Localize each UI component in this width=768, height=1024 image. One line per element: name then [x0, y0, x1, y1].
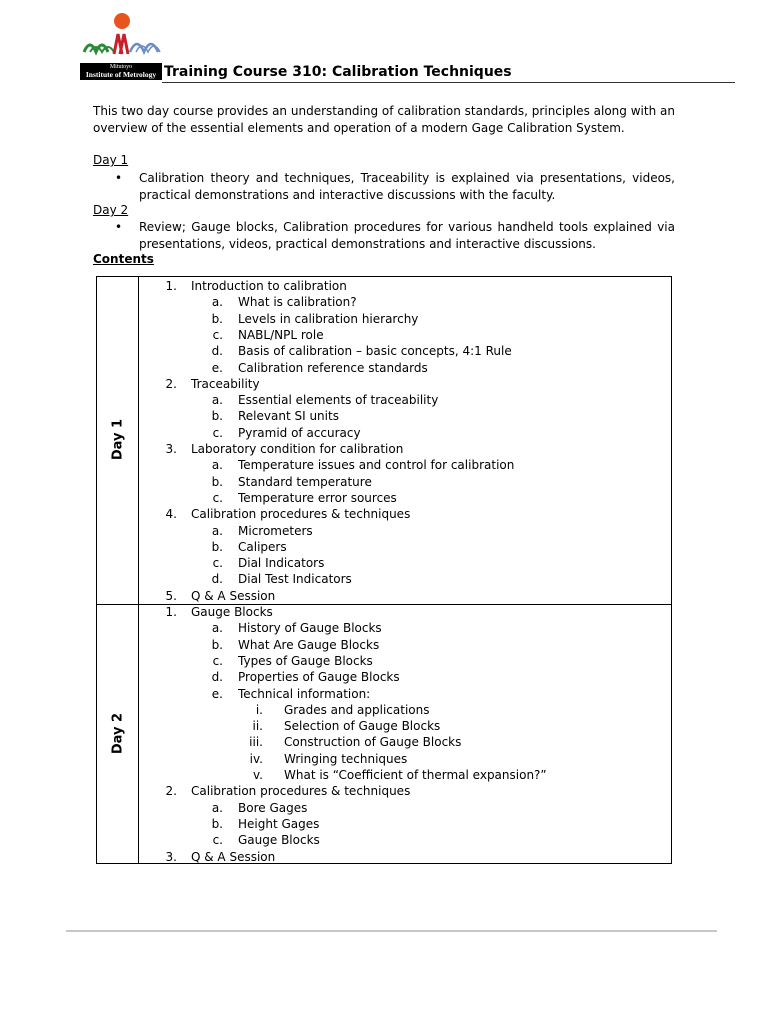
- outline-text: Q & A Session: [191, 849, 276, 864]
- page-title: Training Course 310: Calibration Techniques: [164, 64, 512, 80]
- contents-heading: Contents: [93, 252, 154, 266]
- outline-text: Calibration procedures & techniques: [191, 784, 411, 799]
- outline-number: 1.: [165, 605, 177, 619]
- outline-number: c.: [212, 490, 223, 505]
- outline-number: 1.: [165, 279, 177, 293]
- outline-text: Temperature error sources: [238, 490, 397, 505]
- bullet-icon: •: [115, 171, 123, 185]
- outline-number: e.: [211, 686, 223, 701]
- logo-institute: Institute of Metrology: [85, 70, 157, 79]
- contents-table: [96, 276, 672, 864]
- outline-number: c.: [212, 425, 223, 440]
- outline-number: a.: [211, 295, 223, 310]
- outline-number: iv.: [249, 751, 263, 766]
- outline-text: What is “Coefficient of thermal expansion?”: [284, 768, 547, 782]
- outline-number: b.: [211, 311, 223, 326]
- outline-number: 4.: [165, 507, 177, 522]
- outline-number: a.: [211, 621, 223, 636]
- outline-number: b.: [211, 539, 223, 554]
- outline-text: Bore Gages: [238, 800, 308, 815]
- day2-heading: Day 2: [93, 203, 129, 217]
- outline-text: Selection of Gauge Blocks: [284, 719, 441, 734]
- outline-text: History of Gauge Blocks: [238, 621, 382, 636]
- outline-number: 3.: [165, 442, 177, 456]
- outline-text: Essential elements of traceability: [238, 393, 439, 408]
- outline-number: 5.: [165, 588, 177, 603]
- outline-text: Temperature issues and control for calibration: [238, 458, 515, 473]
- outline-number: b.: [211, 409, 223, 424]
- outline-text: Dial Test Indicators: [238, 572, 352, 587]
- outline-number: d.: [211, 572, 223, 587]
- header-rule: [162, 82, 735, 83]
- outline-number: e.: [211, 360, 223, 375]
- outline-number: ii.: [252, 719, 263, 734]
- logo-band: [80, 63, 162, 80]
- outline-number: c.: [212, 556, 223, 571]
- outline-number: d.: [211, 670, 223, 685]
- bullet-icon: •: [115, 220, 123, 234]
- table-column-divider: [138, 277, 139, 863]
- outline-text: Laboratory condition for calibration: [191, 442, 404, 456]
- outline-text: Levels in calibration hierarchy: [238, 311, 419, 326]
- day2-row-label: Day 2: [110, 712, 126, 755]
- outline-text: Standard temperature: [238, 474, 372, 489]
- outline-text: Technical information:: [238, 686, 371, 701]
- outline-text: Introduction to calibration: [191, 279, 347, 293]
- outline-text: Calibration reference standards: [238, 360, 428, 375]
- outline-text: Basis of calibration – basic concepts, 4:1 Rule: [238, 344, 512, 359]
- outline-text: Pyramid of accuracy: [238, 425, 361, 440]
- outline-text: Types of Gauge Blocks: [238, 653, 373, 668]
- outline-number: iii.: [249, 735, 263, 750]
- outline-number: b.: [211, 637, 223, 652]
- footer-rule: [66, 930, 717, 932]
- outline-number: i.: [255, 702, 263, 717]
- outline-number: c.: [212, 833, 223, 848]
- outline-text: What Are Gauge Blocks: [238, 637, 380, 652]
- day1-heading: Day 1: [93, 153, 129, 167]
- outline-number: c.: [212, 327, 223, 342]
- outline-number: 3.: [165, 849, 177, 864]
- outline-number: a.: [211, 523, 223, 538]
- outline-text: Micrometers: [238, 523, 313, 538]
- outline-number: 2.: [165, 784, 177, 799]
- outline-text: Wringing techniques: [284, 751, 408, 766]
- day2-bullet-text: Review; Gauge blocks, Calibration procedures for various handheld tools explained via presentations, videos, practical demonstrations and interactive discussions.: [139, 220, 675, 251]
- outline-number: b.: [211, 474, 223, 489]
- outline-number: 2.: [165, 376, 177, 391]
- table-row-divider: [97, 604, 671, 605]
- outline-text: Relevant SI units: [238, 409, 339, 424]
- outline-text: Properties of Gauge Blocks: [238, 670, 400, 685]
- logo-brand: Mitutoyo: [109, 64, 133, 70]
- outline-text: Dial Indicators: [238, 556, 325, 571]
- outline-number: v.: [253, 768, 263, 782]
- outline-number: b.: [211, 816, 223, 831]
- outline-text: Calibration procedures & techniques: [191, 507, 411, 522]
- outline-text: Construction of Gauge Blocks: [284, 735, 462, 750]
- outline-text: Q & A Session: [191, 588, 276, 603]
- outline-text: Calipers: [238, 539, 287, 554]
- outline-text: Gauge Blocks: [238, 833, 320, 848]
- outline-text: Traceability: [191, 376, 260, 391]
- outline-number: a.: [211, 393, 223, 408]
- outline-text: NABL/NPL role: [238, 327, 324, 342]
- day1-bullet-text: Calibration theory and techniques, Traceability is explained via presentations, videos, practical demonstrations and interactive discussions with the faculty.: [139, 171, 675, 202]
- outline-number: d.: [211, 344, 223, 359]
- outline-text: Grades and applications: [284, 702, 430, 717]
- day1-row-label: Day 1: [110, 418, 126, 461]
- outline-text: Gauge Blocks: [191, 605, 273, 619]
- outline-text: What is calibration?: [238, 295, 357, 310]
- outline-text: Height Gages: [238, 816, 320, 831]
- outline-number: a.: [211, 800, 223, 815]
- outline-number: c.: [212, 653, 223, 668]
- intro-paragraph: This two day course provides an understanding of calibration standards, principles along with an overview of the essential elements and operation of a modern Gage Calibration System.: [93, 104, 675, 135]
- outline-number: a.: [211, 458, 223, 473]
